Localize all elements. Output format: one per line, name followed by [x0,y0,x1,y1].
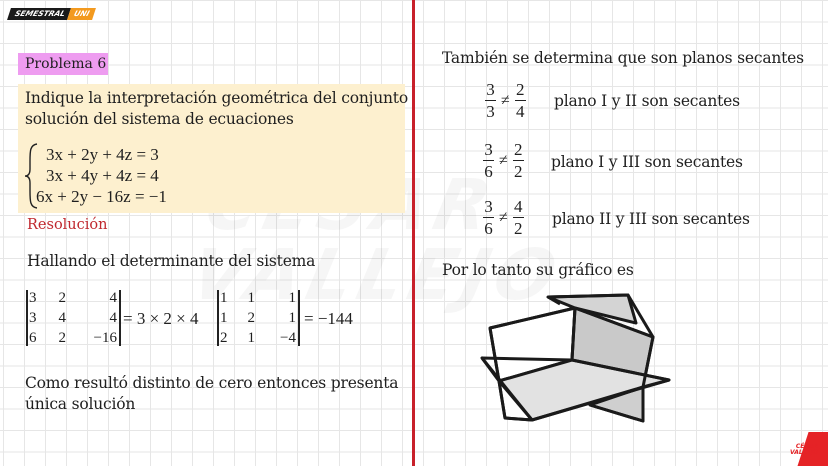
resolution-label: Resolución [27,217,108,233]
ratio-comparison-3: 3 6 ≠ 4 2 [484,197,523,239]
ratio-comparison-1: 3 3 ≠ 2 4 [486,80,525,122]
equation-1: 3x + 2y + 4z = 3 [46,145,159,164]
matrix-cell: −16 [93,330,117,346]
matrix-cell: 3 [29,310,37,326]
problem-label: Problema 6 [18,53,108,75]
comparison-text-3: plano II y III son secantes [552,210,750,228]
equation-3: 6x + 2y − 16z = −1 [36,187,167,206]
matrix-cell: 6 [29,330,37,346]
cesar-vallejo-logo [768,432,828,466]
matrix-cell: 2 [247,310,255,326]
determinant-factor: = 3 × 2 × 4 [123,309,199,328]
secant-intro: También se determina que son planos secantes [442,49,804,67]
equation-2: 3x + 4y + 4z = 4 [46,166,159,185]
brand-text: CÉSAR VALLEJO [790,443,818,456]
matrix-cell: 4 [109,310,117,326]
conclusion-line-1: Como resultó distinto de cero entonces presenta [25,374,399,392]
matrix-cell: 1 [220,310,228,326]
matrix-cell: 2 [58,330,66,346]
matrix-cell: 1 [288,290,296,306]
matrix-cell: 2 [220,330,228,346]
statement-line-2: solución del sistema de ecuaciones [25,110,294,128]
ratio-comparison-2: 3 6 ≠ 2 2 [484,140,523,182]
matrix-cell: 1 [247,290,255,306]
conclusion-line-2: única solución [25,395,136,413]
matrix-cell: 4 [58,310,66,326]
matrix-cell: −4 [280,330,296,346]
matrix-cell: 2 [58,290,66,306]
determinant-intro: Hallando el determinante del sistema [27,252,316,270]
matrix-cell: 1 [288,310,296,326]
determinant-result: = −144 [304,309,353,328]
logo-uni: UNI [67,8,96,20]
graph-intro: Por lo tanto su gráfico es [442,261,634,279]
comparison-text-1: plano I y II son secantes [554,92,740,110]
matrix-cell: 4 [109,290,117,306]
comparison-text-2: plano I y III son secantes [551,153,743,171]
logo-semestral: SEMESTRAL [7,8,71,20]
matrix-cell: 1 [220,290,228,306]
statement-line-1: Indique la interpretación geométrica del conjunto [25,89,408,107]
matrix-cell: 1 [247,330,255,346]
matrix-cell: 3 [29,290,37,306]
